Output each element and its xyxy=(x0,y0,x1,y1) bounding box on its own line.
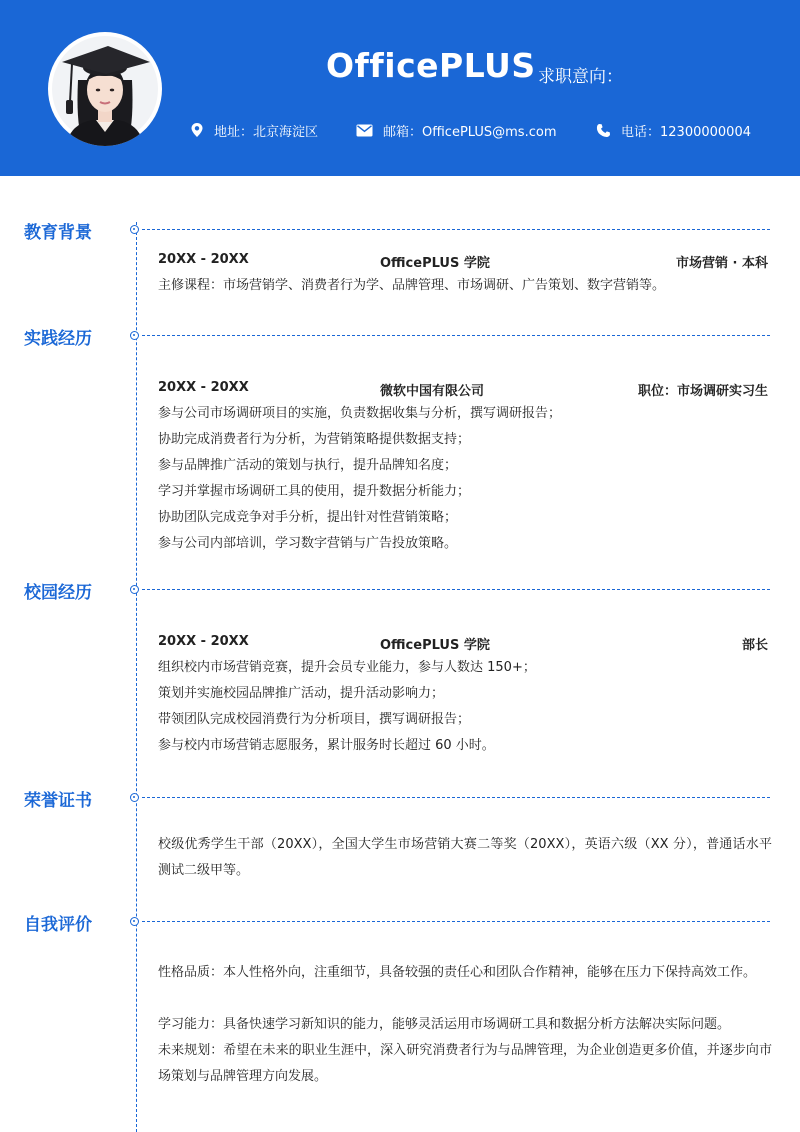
location-pin-icon xyxy=(190,122,204,138)
contact-bar xyxy=(190,120,751,140)
self-eval-paragraph: 性格品质：本人性格外向，注重细节，具备较强的责任心和团队合作精神，能够在压力下保持高效工作。 xyxy=(158,965,757,980)
section-title-education: 教育背景 xyxy=(24,223,92,243)
profile-photo xyxy=(48,32,162,146)
section-divider xyxy=(142,229,770,230)
self-eval-paragraph: 未来规划：希望在未来的职业生涯中，深入研究消费者行为与品牌管理，为企业创造更多价值，并逐步向市场策划与品牌管理方向发展。 xyxy=(158,1043,772,1084)
practice-row xyxy=(158,380,768,400)
address-text: 地址：北京海淀区 xyxy=(214,124,319,140)
practice-item: 协助完成消费者行为分析，为营销策略提供数据支持； xyxy=(158,432,471,447)
campus-org: OfficePLUS 学院 xyxy=(380,638,490,653)
timeline-node xyxy=(130,585,139,594)
resume-header xyxy=(0,0,800,176)
education-date: 20XX - 20XX xyxy=(158,252,249,267)
campus-item: 策划并实施校园品牌推广活动，提升活动影响力； xyxy=(158,686,445,701)
candidate-name: OfficePLUS xyxy=(326,46,536,85)
timeline-node xyxy=(130,793,139,802)
graduate-avatar-icon xyxy=(48,32,162,146)
section-divider xyxy=(142,335,770,336)
job-intent-label: 求职意向： xyxy=(538,67,623,87)
education-major: 市场营销 · 本科 xyxy=(676,256,768,271)
contact-email xyxy=(356,121,596,140)
mail-icon xyxy=(356,124,373,137)
practice-item: 学习并掌握市场调研工具的使用，提升数据分析能力； xyxy=(158,484,471,499)
campus-row xyxy=(158,634,768,654)
honors-text: 校级优秀学生干部（20XX），全国大学生市场营销大赛二等奖（20XX），英语六级（XX 分），普通话水平测试二级甲等。 xyxy=(158,837,772,878)
phone-text: 电话：12300000004 xyxy=(621,124,751,140)
phone-icon xyxy=(596,123,611,138)
section-title-practice: 实践经历 xyxy=(24,329,92,349)
timeline-line xyxy=(136,222,137,1132)
practice-company: 微软中国有限公司 xyxy=(380,384,485,399)
self-eval-paragraph: 学习能力：具备快速学习新知识的能力，能够灵活运用市场调研工具和数据分析方法解决实际问题。 xyxy=(158,1017,731,1032)
education-school: OfficePLUS 学院 xyxy=(380,256,490,271)
section-divider xyxy=(142,589,770,590)
campus-role: 部长 xyxy=(741,638,768,653)
section-title-honors: 荣誉证书 xyxy=(24,791,92,811)
practice-item: 参与公司内部培训，学习数字营销与广告投放策略。 xyxy=(158,536,458,551)
section-title-campus: 校园经历 xyxy=(24,583,92,603)
campus-item: 参与校内市场营销志愿服务，累计服务时长超过 60 小时。 xyxy=(158,738,495,753)
practice-item: 参与品牌推广活动的策划与执行，提升品牌知名度； xyxy=(158,458,458,473)
campus-item: 组织校内市场营销竞赛，提升会员专业能力，参与人数达 150+； xyxy=(158,660,536,675)
timeline-node xyxy=(130,331,139,340)
practice-item: 参与公司市场调研项目的实施，负责数据收集与分析，撰写调研报告； xyxy=(158,406,562,421)
section-divider xyxy=(142,797,770,798)
timeline-node xyxy=(130,225,139,234)
email-text: 邮箱：OfficePLUS@ms.com xyxy=(383,124,557,140)
education-row xyxy=(158,252,768,272)
campus-date: 20XX - 20XX xyxy=(158,634,249,649)
campus-item: 带领团队完成校园消费行为分析项目，撰写调研报告； xyxy=(158,712,471,727)
contact-phone xyxy=(596,121,751,140)
contact-address xyxy=(190,121,356,140)
timeline-node xyxy=(130,917,139,926)
practice-position: 职位：市场调研实习生 xyxy=(637,384,768,399)
education-courses: 主修课程：市场营销学、消费者行为学、品牌管理、市场调研、广告策划、数字营销等。 xyxy=(158,278,666,293)
section-divider xyxy=(142,921,770,922)
practice-item: 协助团队完成竞争对手分析，提出针对性营销策略； xyxy=(158,510,458,525)
section-title-self-evaluation: 自我评价 xyxy=(24,915,92,935)
practice-date: 20XX - 20XX xyxy=(158,380,249,395)
